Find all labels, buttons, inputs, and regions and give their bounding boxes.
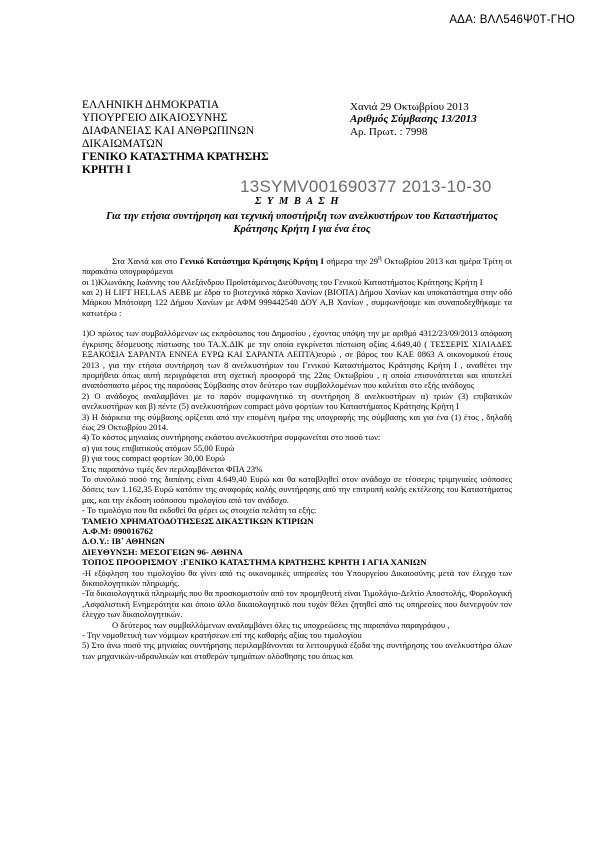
intro-text-d: Οκτωβρίου 2013 και ημέρα Τρίτη οι παρακάτω υπογραφόμενοι [82, 255, 512, 277]
party-one: οι 1)Κλωνάκης Ιωάννης του Αλεξάνδρου Προϊστάμενος Διεύθυνσης του Γενικού Καταστήματος Κράτησης Κρήτη Ι [82, 276, 483, 287]
registry-stamp: 13SYMV001690377 2013-10-30 [240, 177, 492, 196]
intro-text-c: σήμερα την 29 [323, 255, 379, 266]
invoice-note: - Το τιμολόγιο που θα εκδοθεί θα φέρει ως στοιχεία πελάτη τα εξής: [82, 505, 317, 516]
contract-date: Χανιά 29 Οκτωβρίου 2013 [350, 101, 469, 113]
clause-1: 1)Ο πρώτος των συμβαλλόμενων ως εκπρόσωπος του Δημοσίου , έχοντας υπόψη την με αριθμό 4312/23/09/2013 απόφαση έγκρισης δέσμευσης πίστωσης του ΤΑ.Χ.ΔΙΚ με την οποία εγκρίνεται πίστωση αξίας 4.649,40 ( ΤΕΣΣΕΡΙΣ ΧΙΛΙΑΔΕΣ ΕΞΑΚΟΣΙΑ ΣΑΡΑΝΤΑ ΕΝΝΕΑ ΕΥΡΩ ΚΑΙ ΣΑΡΑΝΤΑ ΛΕΠΤΑ)ευρώ , σε βάρος του ΚΑΕ 0863 Α οικονομικού έτους 2013 , για την ετήσια συντήρηση των 8 ανελκυστήρων του Γενικού Καταστήματος Κράτησης Κρήτη Ι , αναθέτει την προμήθεια όπως αυτή περιγράφεται στη σχετική προσφορά της 22ας Οκτωβρίου , η οποία επισυνάπτεται και αποτελεί αναπόσπαστο μέρος της παρούσας Σύμβασης στον δεύτερο των συμβαλλομένων που καλείται στο εξής ανάδοχος [82, 328, 512, 391]
obligations-paragraph: Ο δεύτερος των συμβαλλόμενων αναλαμβάνει όλες τις υποχρεώσεις της παραπάνω παραγράφου , [112, 619, 450, 630]
clause-3: 3) Η διάρκεια της σύμβασης ορίζεται από την επομένη ημέρα της υπογραφής της σύμβασης και για ένα (1) έτος , δηλαδή έως 29 Οκτωβρίου 2014. [82, 411, 512, 432]
intro-paragraph [82, 253, 512, 277]
invoice-afm: Α.Φ.Μ: 090016762 [82, 526, 154, 537]
issuer-header [82, 99, 287, 176]
party-two: και 2) Η LIFT HELLAS ΑΕΒΕ με έδρα το βιοτεχνικό πάρκο Χανίων (ΒΙΟΠΑ) Δήμου Χανίων και υποκατάστημα στην οδό Μάρκου Μπότσαρη 122 Δήμου Χανίων με ΑΦΜ 999442540 ΔΟΥ Α,Β Χανίων , συμφωνήσαμε και συναποδεχθήκαμε τα κατωτέρω : [82, 287, 512, 318]
ada-code: ΑΔΑ: ΒΛΛ546Ψ0Τ-ΓΗΟ [449, 14, 575, 26]
intro-text-a: Στα Χανιά και στο [112, 255, 180, 266]
deductions-paragraph: - Την νομοθετική των νόμιμων κρατήσεων επί της καθαρής αξίας του τιμολογίου [82, 630, 362, 641]
payment-paragraph: -Η εξόφληση του τιμολογίου θα γίνει από τις οικονομικές υπηρεσίες του Υπουργείου Δικαιοσύνης μετά τον έλεγχο των δικαιολογητικών πληρωμής. [82, 567, 512, 589]
invoice-client-name: ΤΑΜΕΙΟ ΧΡΗΜΑΤΟΔΟΤΗΣΕΩΣ ΔΙΚΑΣΤΙΚΩΝ ΚΤΙΡΙΩΝ [82, 515, 314, 526]
invoice-destination: ΤΟΠΟΣ ΠΡΟΟΡΙΣΜΟΥ :ΓΕΝΙΚΟ ΚΑΤΑΣΤΗΜΑ ΚΡΑΤΗΣΗΣ ΚΡΗΤΗ Ι ΑΓΙΑ ΧΑΝΙΩΝ [82, 557, 427, 568]
documents-paragraph: -Τα δικαιολογητικά πληρωμής που θα προσκομιστούν από τον προμηθευτή είναι Τιμολόγιο-Δελτίο Αποστολής, Φορολογική ,Ασφαλιστική Ενημερότητα και όποιο άλλο δικαιολογητικό που τυχόν θέλει ζητηθεί από τις υπηρεσίες που διενεργούν τον έλεγχο των δικαιολογητικών. [82, 588, 512, 620]
clause-4b: β) για τους compact φορτίων 30,00 Ευρώ [82, 453, 225, 464]
header-line: ΕΛΛΗΝΙΚΗ ΔΗΜΟΚΡΑΤΙΑ [82, 99, 220, 111]
total-amount: Το συνολικό ποσό της δαπάνης είναι 4.649,40 Ευρώ και θα καταβληθεί στον ανάδοχο σε τέσσερις τριμηνιαίες ισόποσες δόσεις των 1.162,35 Ευρώ κατόπιν της αναφοράς καλής συντήρησης από την επιτροπή καλής εκτέλεσης του Καταστήματος μας, και την έκδοση ισόποσου τιμολογίου από τον ανάδοχο. [82, 473, 512, 505]
header-line: ΥΠΟΥΡΓΕΙΟ ΔΙΚΑΙΟΣΥΝΗΣ [82, 111, 228, 124]
invoice-address: ΔΙΕΥΘΥΝΣΗ: ΜΕΣΟΓΕΙΩΝ 96- ΑΘΗΝΑ [82, 546, 243, 557]
contract-number: Αριθμός Σύμβασης 13/2013 [350, 113, 477, 126]
header-bold-line: ΚΡΗΤΗ Ι [82, 163, 131, 176]
contract-body [82, 253, 512, 661]
contract-meta [350, 101, 550, 138]
clause-4: 4) Το κόστος μηνιαίας συντήρησης εκάστου ανελκυστήρα συμφωνείται στο ποσό των: [82, 432, 381, 443]
clause-5: 5) Στο άνω ποσό της μηνιαίας συντήρησης περιλαμβάνονται τα λειτουργικά έξοδα της συντήρησης του ανελκυστήρα όλων των μηχανικών-υδραυλικών και σταθερών τμημάτων ολόσθησης του όπως και [82, 640, 512, 661]
header-line: ΔΙΚΑΙΩΜΑΤΩΝ [82, 137, 164, 150]
clause-2: 2) Ο ανάδοχος αναλαμβάνει με το παρόν συμφωνητικό τη συντήρηση 8 ανελκυστήρων α) τριών (3) επιβατικών ανελκυστήρων και β) πέντε (5) ανελκυστήρων compact μόνο φορτίων του Καταστήματος Κράτησης Κρήτη Ι [82, 390, 512, 412]
document-title: Σ Υ Μ Β Α Σ Η [254, 196, 341, 207]
document-subtitle: Για την ετήσια συντήρηση και τεχνική υποστήριξη των ανελκυστήρων του Καταστήματος Κράτησης Κρήτη Ι για ένα έτος [106, 211, 498, 235]
invoice-doy: Δ.Ο.Υ.: ΙΒ΄ ΑΘΗΝΩΝ [82, 536, 165, 547]
header-bold-line: ΓΕΝΙΚΟ ΚΑΤΑΣΤΗΜΑ ΚΡΑΤΗΣΗΣ [82, 150, 269, 163]
clause-4a: α) για τους επιβατικούς ατόμων 55,00 Ευρώ [82, 442, 235, 453]
protocol-number: Αρ. Πρωτ. : 7998 [350, 125, 428, 138]
header-line: ΔΙΑΦΑΝΕΙΑΣ ΚΑΙ ΑΝΘΡΩΠΙΝΩΝ [82, 124, 255, 137]
vat-note: Στις παραπάνω τιμές δεν περιλαμβάνεται ΦΠΑ 23% [82, 463, 263, 474]
intro-superscript: η [378, 254, 382, 262]
intro-text-bold: Γενικό Κατάστημα Κράτησης Κρήτη Ι [179, 255, 324, 266]
